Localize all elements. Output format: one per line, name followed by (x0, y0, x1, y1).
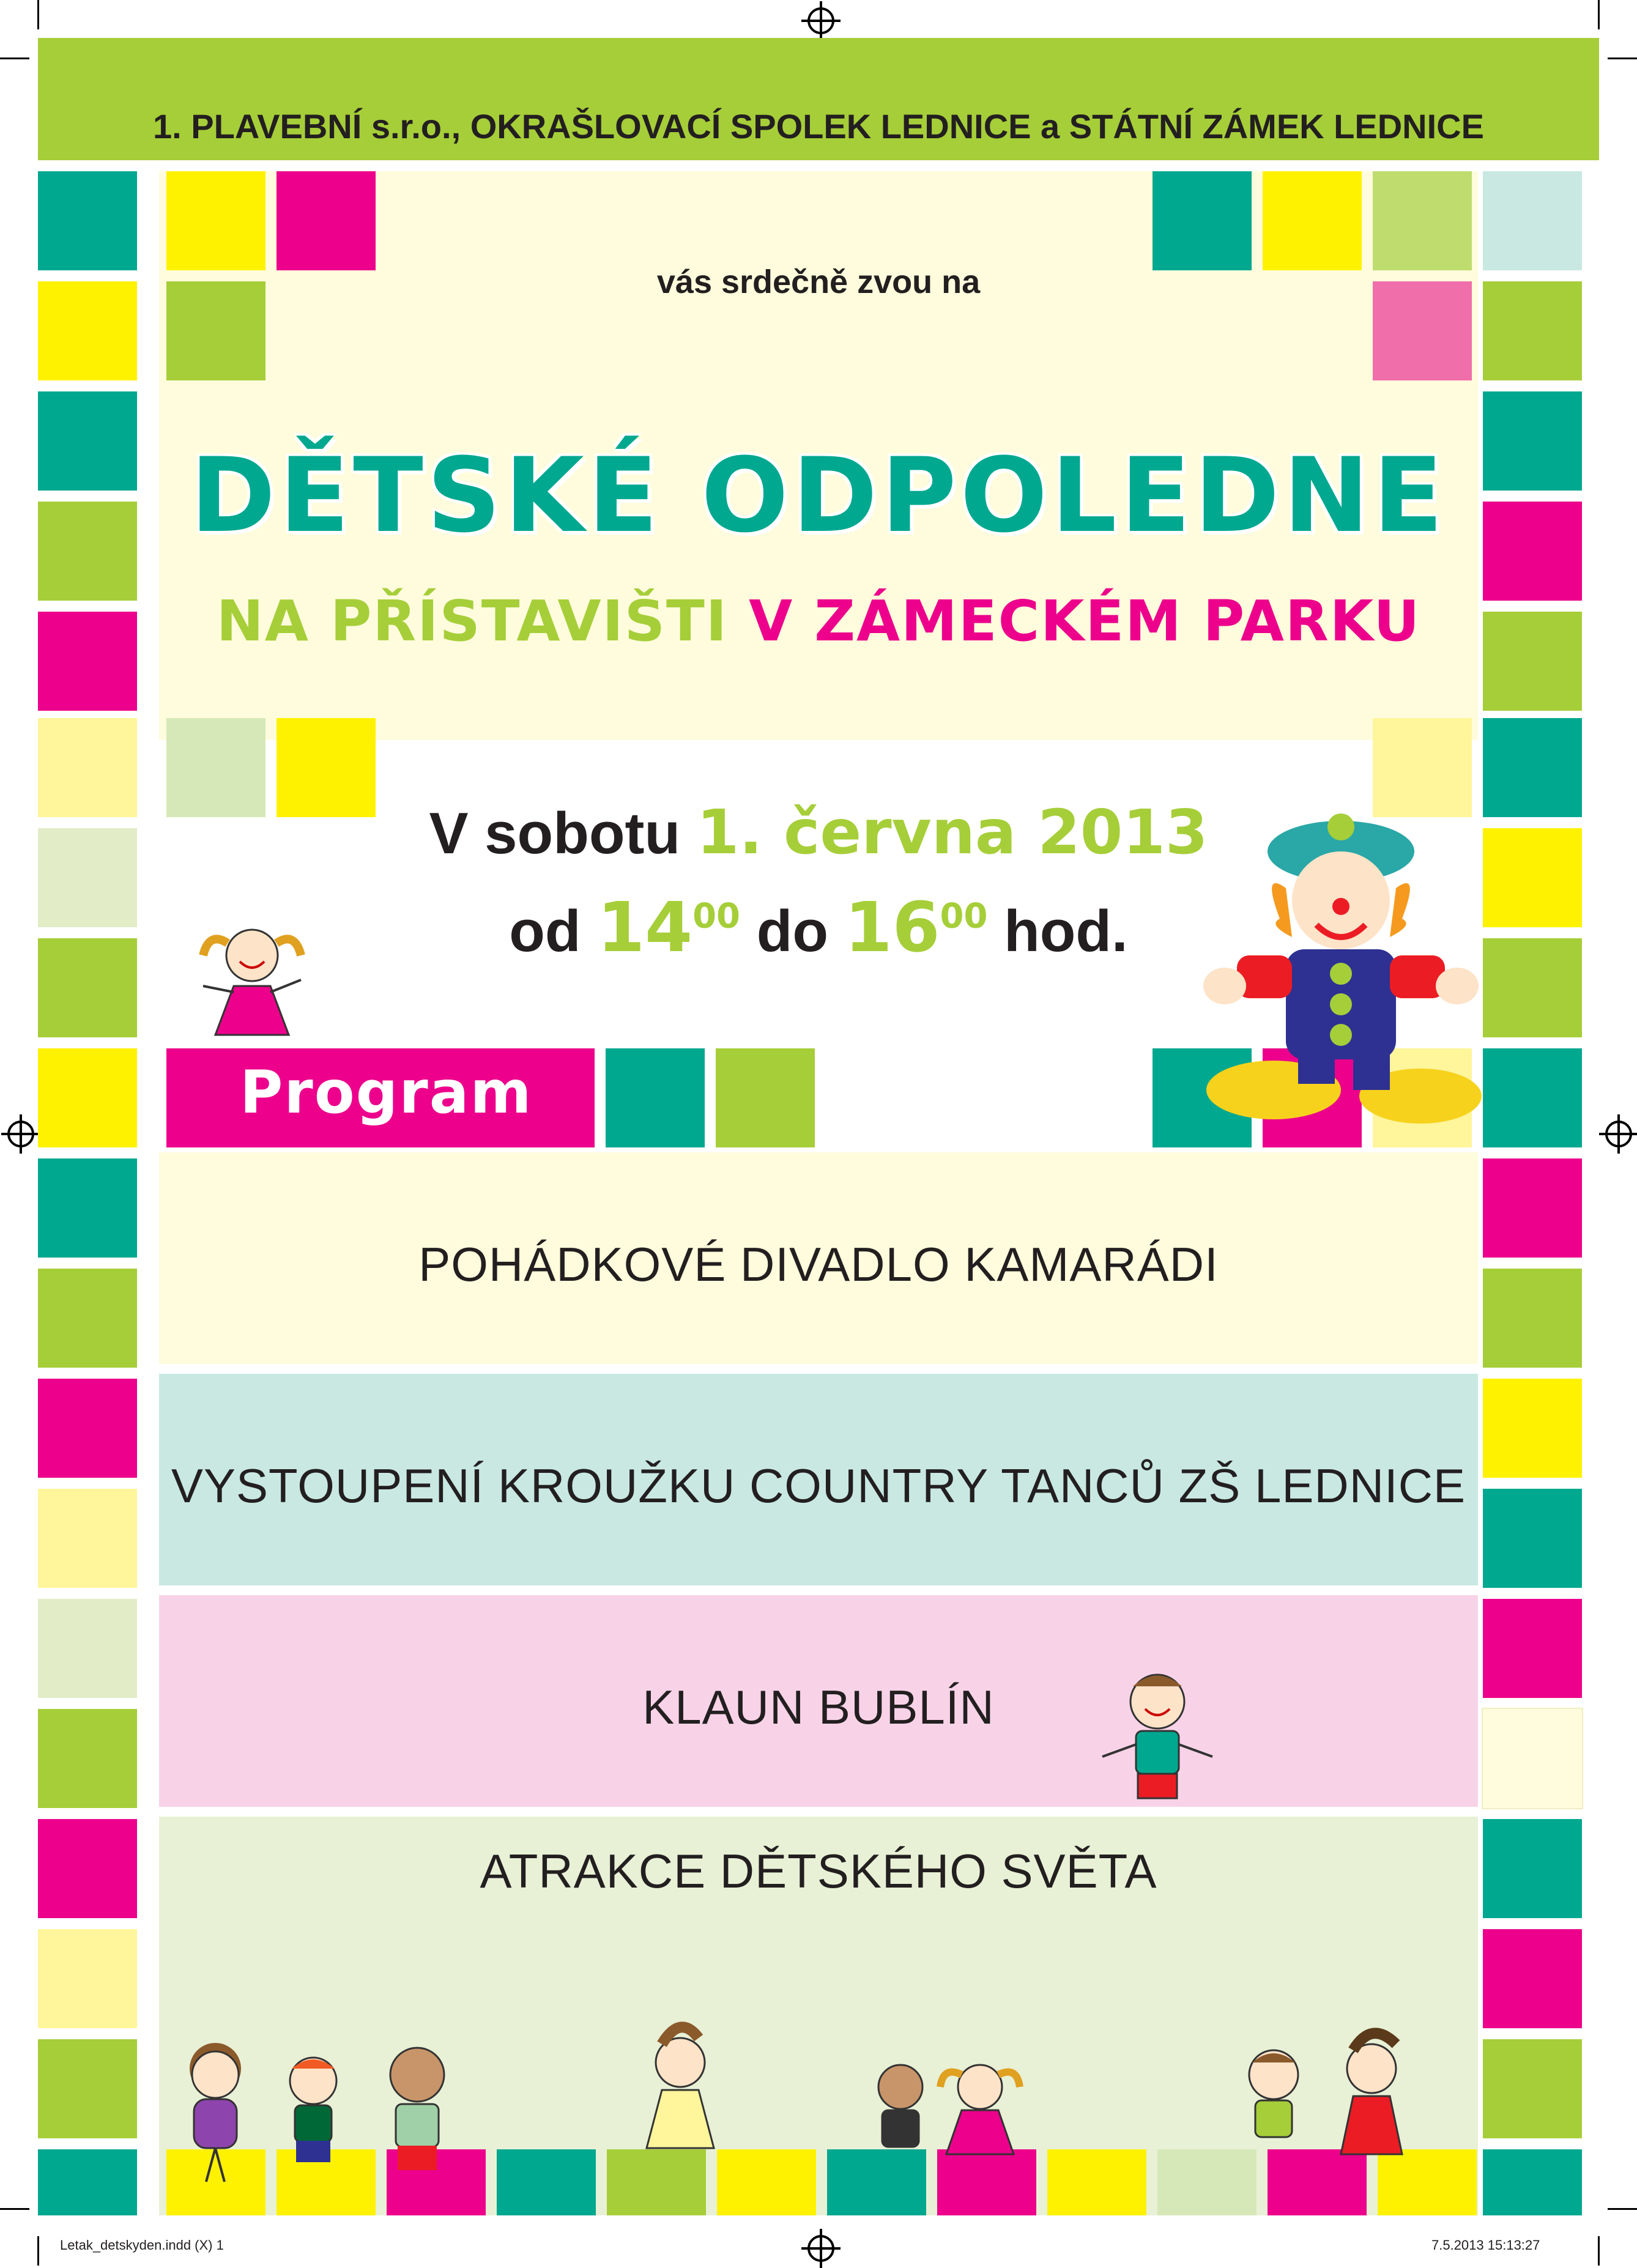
kid-2 (290, 2058, 336, 2162)
program-heading-bar (166, 1048, 595, 1147)
girl-illustration (185, 919, 319, 1053)
deco-square (38, 2039, 137, 2138)
crop-mark (37, 0, 39, 29)
registration-mark-top (807, 7, 834, 34)
program-item-3: KLAUN BUBLÍN (642, 1680, 995, 1734)
deco-square (166, 171, 265, 270)
subtitle (38, 588, 1599, 654)
deco-square (1483, 171, 1582, 270)
boy-illustration (1090, 1665, 1225, 1824)
program-item-1: POHÁDKOVÉ DIVADLO KAMARÁDI (418, 1237, 1219, 1291)
crop-mark (1598, 2236, 1600, 2266)
invite-text: vás srdečně zvou na (656, 264, 981, 300)
subtitle-part-2: V ZÁMECKÉM PARKU (749, 588, 1421, 654)
timestamp: 7.5.2013 15:13:27 (1431, 2237, 1540, 2253)
crop-mark (1608, 2208, 1637, 2210)
date-prefix: V sobotu (429, 801, 681, 866)
organizers-text: 1. PLAVEBNÍ s.r.o., OKRAŠLOVACÍ SPOLEK LEDNICE a STÁTNÍ ZÁMEK LEDNICE (153, 107, 1484, 146)
kid-6 (940, 2065, 1020, 2154)
kid-4 (647, 2027, 714, 2148)
clown-illustration (1188, 809, 1482, 1127)
time-from (597, 888, 740, 968)
deco-square (38, 1048, 137, 1147)
time-suffix: hod. (1004, 899, 1128, 964)
time-from-minutes: 00 (692, 896, 741, 936)
deco-square (1263, 171, 1362, 270)
deco-square (1483, 2039, 1582, 2138)
kid-7 (1249, 2050, 1298, 2137)
registration-mark-bottom (807, 2235, 834, 2262)
time-to-word: do (756, 899, 828, 964)
kid-5 (878, 2065, 922, 2147)
kids-row-illustration (148, 2007, 1482, 2191)
program-item-2: VYSTOUPENÍ KROUŽKU COUNTRY TANCŮ ZŠ LEDNICE (171, 1459, 1466, 1513)
time-to (845, 888, 988, 968)
crop-mark (37, 2236, 39, 2266)
kid-3 (390, 2048, 444, 2170)
time-to-hour: 16 (844, 888, 940, 968)
main-title: DĚTSKÉ ODPOLEDNE (190, 435, 1447, 555)
deco-square (716, 1048, 815, 1147)
program-heading: Program (240, 1058, 533, 1127)
time-to-minutes: 00 (940, 896, 988, 936)
crop-mark (1598, 0, 1600, 29)
file-label: Letak_detskyden.indd (X) 1 (60, 2237, 224, 2253)
crop-mark (1608, 57, 1637, 59)
poster (38, 38, 1599, 2215)
deco-square (38, 1929, 137, 2028)
deco-square (38, 171, 137, 270)
kid-8 (1341, 2033, 1402, 2154)
registration-mark-right (1605, 1121, 1632, 1147)
deco-square (1483, 2149, 1582, 2215)
kid-1 (190, 2043, 241, 2182)
deco-square (1483, 1048, 1582, 1147)
time-from-hour: 14 (597, 888, 693, 968)
program-item-4: ATRAKCE DĚTSKÉHO SVĚTA (480, 1844, 1157, 1898)
deco-square (606, 1048, 705, 1147)
date-value: 1. června 2013 (696, 796, 1208, 868)
registration-mark-left (7, 1121, 34, 1147)
crop-mark (0, 57, 29, 59)
deco-square (1373, 171, 1472, 270)
subtitle-part-1: NA PŘÍSTAVIŠTI (216, 588, 728, 654)
deco-square (38, 2149, 137, 2215)
deco-square (1483, 1929, 1582, 2028)
crop-mark (0, 2208, 29, 2210)
deco-square (277, 171, 376, 270)
header-bar (38, 38, 1599, 160)
deco-square (1153, 171, 1252, 270)
time-from-word: od (509, 899, 581, 964)
